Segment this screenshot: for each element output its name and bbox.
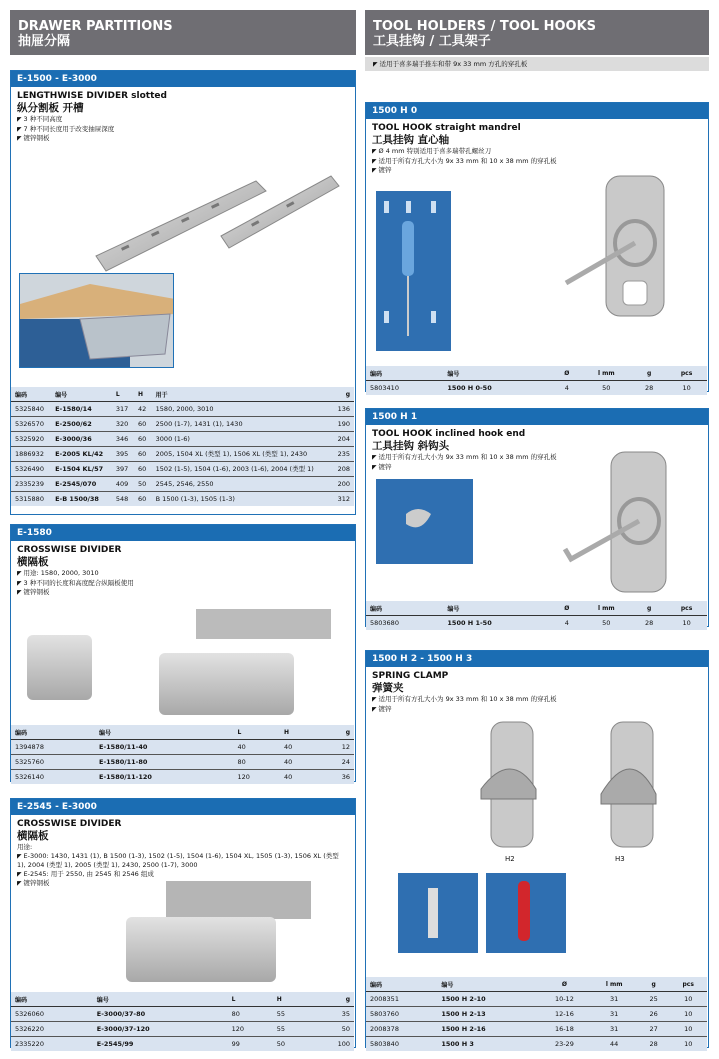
article-number: E-2545/070 <box>51 477 112 492</box>
col-header: 编号 <box>443 601 553 616</box>
section-spring-clamp <box>365 650 709 1048</box>
cell: 31 <box>590 992 638 1007</box>
cell: 31 <box>590 1007 638 1022</box>
cell: 5326060 <box>11 1007 93 1022</box>
cell: 50 <box>309 1022 354 1037</box>
col-header: H <box>280 725 317 740</box>
table-row <box>11 492 354 507</box>
feature-bullet: ◤ 3 种不同高度 <box>17 115 349 125</box>
cell: 25 <box>638 992 669 1007</box>
cell: 50 <box>602 619 611 627</box>
section-lengthwise-divider <box>10 70 356 515</box>
product-table <box>11 387 354 506</box>
col-header: 编号 <box>437 977 538 992</box>
spring-clamp-h2-image <box>471 719 551 849</box>
cell: 2008378 <box>366 1022 437 1037</box>
cell: 12 <box>317 740 354 755</box>
cell: 40 <box>283 773 293 781</box>
cell: 42 <box>134 402 152 417</box>
cell: 80 <box>228 1007 273 1022</box>
length-icon: l mm <box>590 977 638 992</box>
article-number: 1500 H 2-10 <box>437 992 538 1007</box>
cell: 28 <box>645 619 654 627</box>
cell: 10-12 <box>538 992 590 1007</box>
cell: 120 <box>237 773 250 781</box>
product-title-zh: 工具挂钩 直心轴 <box>372 134 450 146</box>
cell: 1580, 2000, 3010 <box>152 402 332 417</box>
product-title-en: TOOL HOOK inclined hook end <box>372 429 526 439</box>
col-header: 编码 <box>11 387 51 402</box>
cell: 136 <box>332 402 354 417</box>
header-title-en: DRAWER PARTITIONS <box>18 19 173 34</box>
section-bar: E-1500 - E-3000 <box>11 71 355 87</box>
cell: 5803410 <box>370 384 399 392</box>
cell: 5326220 <box>11 1022 93 1037</box>
cell: 5325920 <box>11 432 51 447</box>
cell: 12-16 <box>538 1007 590 1022</box>
cell: B 1500 (1-3), 1505 (1-3) <box>155 495 235 503</box>
cell: 35 <box>309 1007 354 1022</box>
cell: 10 <box>682 619 691 627</box>
product-title-zh: 工具挂钩 斜钩头 <box>372 440 450 452</box>
cell: 40 <box>234 740 280 755</box>
cell: 26 <box>638 1007 669 1022</box>
drawer-cabinet-image <box>19 273 174 368</box>
table-row <box>11 402 354 417</box>
cell: 10 <box>669 1022 707 1037</box>
product-title-zh: 纵分割板 开槽 <box>17 102 84 114</box>
cell: 5325760 <box>11 755 95 770</box>
cell: 5803840 <box>370 1040 399 1048</box>
section-bar: 1500 H 1 <box>366 409 708 425</box>
section-tool-hook-straight <box>365 102 709 392</box>
cell: 1502 (1-5), 1504 (1-6), 2003 (1-6), 2004 (类型 1) <box>152 462 332 477</box>
weight-icon: g <box>632 601 666 616</box>
table-row <box>11 462 354 477</box>
cell: 55 <box>273 1022 309 1037</box>
cell: 36 <box>341 773 350 781</box>
cell: 10 <box>669 992 707 1007</box>
feature-bullet: ◤ E-3000: 1430, 1431 (1), B 1500 (1-3), 1502 (1-5), 1504 (1-6), 1504 XL, 1505 (1-3), 1506 XL (类型 1), 2004 (类型 1), 2005 (类型 1), 2430, 2500 (1-7), 3000 <box>17 852 349 870</box>
cell: 99 <box>231 1040 240 1048</box>
header-title-zh: 抽屉分隔 <box>18 34 71 49</box>
section-bar: E-2545 - E-3000 <box>11 799 355 815</box>
caption-h3: H3 <box>615 855 625 863</box>
feature-bullet: ◤ 适用于所有方孔大小为 9x 33 mm 和 10 x 38 mm 的穿孔板 <box>372 157 702 167</box>
table-row <box>11 755 354 770</box>
product-title-en: CROSSWISE DIVIDER <box>17 545 122 555</box>
cell: 548 <box>115 495 129 503</box>
table-row <box>11 740 354 755</box>
table-row <box>366 616 707 631</box>
product-table <box>366 366 707 395</box>
product-table <box>366 601 707 630</box>
col-header: 编码 <box>366 601 443 616</box>
product-table <box>11 725 354 784</box>
cell: 100 <box>337 1040 350 1048</box>
cell: 80 <box>234 755 280 770</box>
table-row <box>366 1007 707 1022</box>
cell: 60 <box>138 495 147 503</box>
weight-icon: g <box>632 366 666 381</box>
cell: 5803760 <box>366 1007 437 1022</box>
article-number: E-2545/99 <box>96 1040 134 1048</box>
usage-label: 用途: <box>17 843 33 851</box>
article-number: 1500 H 2-16 <box>437 1022 538 1037</box>
table-row <box>11 1007 354 1022</box>
cell: 60 <box>134 462 152 477</box>
cell: 16-18 <box>538 1022 590 1037</box>
feature-bullet: ◤ E-2545: 用于 2550, 由 2545 和 2546 组成 <box>17 870 349 880</box>
cell: 10 <box>669 1007 707 1022</box>
cell: 2008351 <box>366 992 437 1007</box>
feature-bullet: ◤ 镀锌钢板 <box>17 879 349 889</box>
cell: 24 <box>317 755 354 770</box>
cell: 409 <box>112 477 134 492</box>
weight-icon: g <box>309 992 354 1007</box>
article-number: E-1580/11-120 <box>99 773 152 781</box>
section-bar: E-1580 <box>11 525 355 541</box>
article-number: E-2500/62 <box>51 417 112 432</box>
section-bar: 1500 H 2 - 1500 H 3 <box>366 651 708 667</box>
article-number: 1500 H 0-50 <box>447 384 492 392</box>
table-row <box>11 477 354 492</box>
cell: 60 <box>134 447 152 462</box>
article-number: E-1580/11-80 <box>95 755 234 770</box>
header-title-en: TOOL HOLDERS / TOOL HOOKS <box>373 19 597 34</box>
cell: 28 <box>649 1040 658 1048</box>
col-header: H <box>273 992 309 1007</box>
cell: 2545, 2546, 2550 <box>152 477 332 492</box>
cell: 4 <box>564 384 569 392</box>
cell: 317 <box>112 402 134 417</box>
pegboard-hook-image <box>376 479 473 564</box>
article-number: E-B 1500/38 <box>55 495 99 503</box>
table-row <box>11 1037 354 1052</box>
col-header: L <box>228 992 273 1007</box>
spring-clamp-h3-image <box>591 719 671 849</box>
cell: 1394878 <box>11 740 95 755</box>
table-row <box>366 992 707 1007</box>
diameter-icon: Ø <box>553 601 580 616</box>
cell: 2335239 <box>11 477 51 492</box>
table-row <box>366 1037 707 1052</box>
package-icon: pcs <box>666 366 707 381</box>
cell: 2005, 1504 XL (类型 1), 1506 XL (类型 1), 2430 <box>152 447 332 462</box>
table-row <box>11 1022 354 1037</box>
weight-icon: g <box>317 725 354 740</box>
section-crosswise-divider-e1580 <box>10 524 356 782</box>
cell: 200 <box>332 477 354 492</box>
tool-hook-h0-image <box>551 173 681 323</box>
crosswise-divider-image <box>121 879 321 989</box>
section-tool-hook-inclined <box>365 408 709 627</box>
feature-bullet: ◤ 镀锌钢板 <box>17 588 349 598</box>
col-header: 编号 <box>51 387 112 402</box>
table-row <box>366 381 707 396</box>
cell: 50 <box>276 1040 286 1048</box>
feature-bullet: ◤ Ø 4 mm 特别适用于喜多瑞带孔螺丝刀 <box>372 147 702 157</box>
product-title-en: SPRING CLAMP <box>372 671 449 681</box>
article-number: E-3000/37-120 <box>93 1022 228 1037</box>
package-icon: pcs <box>666 601 707 616</box>
cell: 312 <box>337 495 350 503</box>
article-number: 1500 H 2-13 <box>437 1007 538 1022</box>
article-number: 1500 H 3 <box>441 1040 474 1048</box>
feature-bullet: ◤ 镀锌 <box>372 463 702 473</box>
cell: 40 <box>280 740 317 755</box>
product-table <box>366 977 707 1051</box>
article-number: E-1580/11-40 <box>95 740 234 755</box>
pegboard-clamp-image <box>398 873 478 953</box>
feature-bullet: ◤ 适用于所有方孔大小为 9x 33 mm 和 10 x 38 mm 的穿孔板 <box>372 453 702 463</box>
weight-icon: g <box>638 977 669 992</box>
feature-bullet: ◤ 镀锌 <box>372 166 702 176</box>
product-title-en: LENGTHWISE DIVIDER slotted <box>17 91 167 101</box>
cell: 23-29 <box>554 1040 574 1048</box>
header-title-zh: 工具挂钩 / 工具架子 <box>373 34 491 49</box>
cell: 204 <box>332 432 354 447</box>
diameter-icon: Ø <box>553 366 580 381</box>
col-header: L <box>112 387 134 402</box>
cell: 5326490 <box>11 462 51 477</box>
cell: 10 <box>682 384 691 392</box>
col-header: 用于 <box>152 387 332 402</box>
cell: 60 <box>134 432 152 447</box>
tool-hook-h1-image <box>551 449 681 599</box>
cell: 5325840 <box>11 402 51 417</box>
cell: 50 <box>134 477 152 492</box>
section-crosswise-divider-e2545 <box>10 798 356 1048</box>
feature-bullet: ◤ 3 种不同的长度和高度配合纵隔板使用 <box>17 579 349 589</box>
length-icon: l mm <box>580 601 632 616</box>
cell: 395 <box>112 447 134 462</box>
article-number: E-3000/36 <box>51 432 112 447</box>
cell: 5326140 <box>15 773 44 781</box>
package-icon: pcs <box>669 977 707 992</box>
cell: 55 <box>273 1007 309 1022</box>
cell: 1886932 <box>11 447 51 462</box>
section-bar: 1500 H 0 <box>366 103 708 119</box>
note-text: ◤ 适用于喜多瑞手推车和带 9x 33 mm 方孔的穿孔板 <box>373 60 527 68</box>
cell: 2335220 <box>15 1040 44 1048</box>
diameter-icon: Ø <box>538 977 590 992</box>
cell: 346 <box>112 432 134 447</box>
article-number: E-3000/37-80 <box>93 1007 228 1022</box>
pegboard-screwdriver-image <box>376 191 451 351</box>
feature-bullet: ◤ 适用于所有方孔大小为 9x 33 mm 和 10 x 38 mm 的穿孔板 <box>372 695 702 705</box>
cell: 5315880 <box>15 495 44 503</box>
col-header: 编号 <box>95 725 234 740</box>
feature-bullet: ◤ 7 种不同长度用于改变抽屉深度 <box>17 125 349 135</box>
cell: 50 <box>602 384 611 392</box>
crosswise-divider-image <box>11 605 354 725</box>
table-row <box>11 770 354 785</box>
right-page-header <box>365 10 709 55</box>
pegboard-red-screwdriver-image <box>486 873 566 953</box>
cell: 235 <box>332 447 354 462</box>
product-table <box>11 992 354 1051</box>
col-header: H <box>134 387 152 402</box>
article-number: E-2005 KL/42 <box>51 447 112 462</box>
article-number: E-1504 KL/57 <box>51 462 112 477</box>
length-icon: l mm <box>580 366 632 381</box>
product-title-zh: 横隔板 <box>17 556 49 568</box>
weight-icon: g <box>332 387 354 402</box>
cell: 5326570 <box>11 417 51 432</box>
table-row <box>11 447 354 462</box>
table-row <box>11 432 354 447</box>
col-header: L <box>234 725 280 740</box>
cell: 397 <box>112 462 134 477</box>
cell: 28 <box>645 384 654 392</box>
table-row <box>11 417 354 432</box>
cell: 208 <box>332 462 354 477</box>
cell: 31 <box>590 1022 638 1037</box>
article-number: 1500 H 1-50 <box>447 619 492 627</box>
article-number: E-1580/14 <box>51 402 112 417</box>
cell: 5803680 <box>370 619 399 627</box>
col-header: 编码 <box>11 992 93 1007</box>
cell: 3000 (1-6) <box>152 432 332 447</box>
product-title-zh: 横隔板 <box>17 830 49 842</box>
product-title-en: CROSSWISE DIVIDER <box>17 819 122 829</box>
cell: 10 <box>684 1040 693 1048</box>
col-header: 编号 <box>443 366 553 381</box>
cell: 190 <box>332 417 354 432</box>
table-row <box>366 1022 707 1037</box>
product-title-zh: 弹簧夹 <box>372 682 404 694</box>
slotted-divider-image <box>91 156 351 276</box>
cell: 40 <box>280 755 317 770</box>
cell: 44 <box>610 1040 619 1048</box>
cell: 4 <box>564 619 569 627</box>
product-title-en: TOOL HOOK straight mandrel <box>372 123 521 133</box>
col-header: 编码 <box>366 366 443 381</box>
cell: 60 <box>134 417 152 432</box>
feature-bullet: ◤ 镀锌钢板 <box>17 134 349 144</box>
col-header: 编号 <box>93 992 228 1007</box>
feature-bullet: ◤ 镀锌 <box>372 705 702 715</box>
left-page-header <box>10 10 356 55</box>
caption-h2: H2 <box>505 855 515 863</box>
header-note <box>365 57 709 71</box>
col-header: 编码 <box>11 725 95 740</box>
cell: 120 <box>228 1022 273 1037</box>
cell: 27 <box>638 1022 669 1037</box>
cell: 2500 (1-7), 1431 (1), 1430 <box>152 417 332 432</box>
col-header: 编码 <box>366 977 437 992</box>
feature-bullet: ◤ 用途: 1580, 2000, 3010 <box>17 569 349 579</box>
cell: 320 <box>112 417 134 432</box>
